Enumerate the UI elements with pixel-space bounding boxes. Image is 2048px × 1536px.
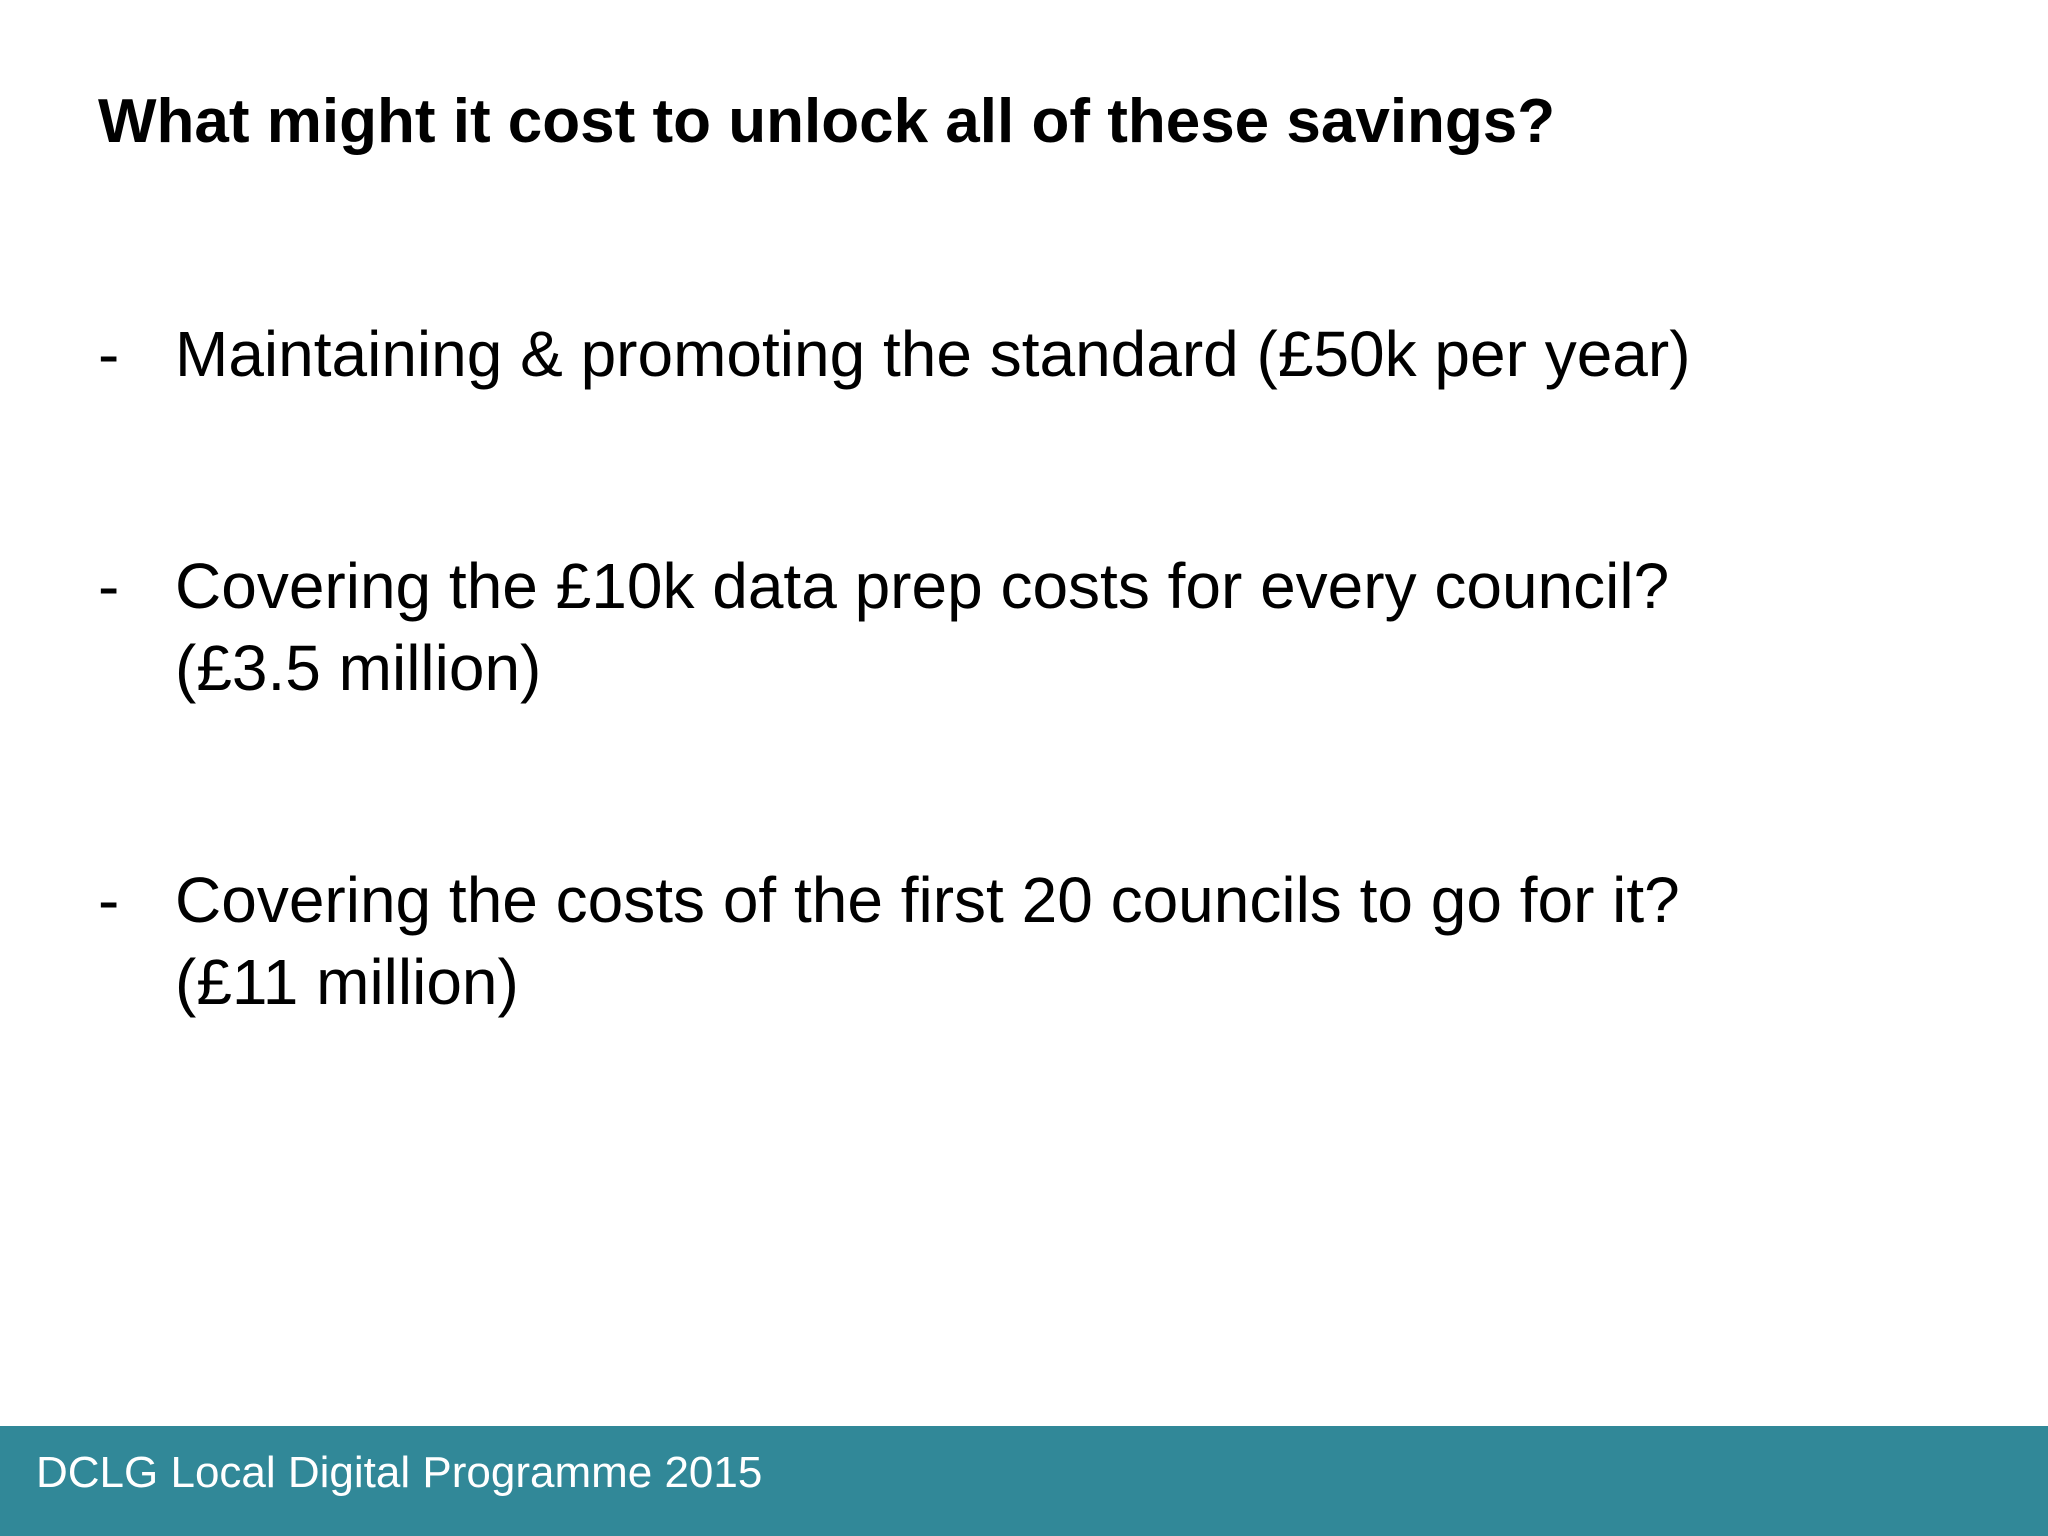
bullet-line: (£11 million) xyxy=(175,946,519,1018)
footer-text: DCLG Local Digital Programme 2015 xyxy=(36,1448,763,1497)
bullet-line: Covering the costs of the first 20 councils to go for it? xyxy=(175,864,1680,936)
bullet-text xyxy=(175,545,1935,709)
bullet-line: (£3.5 million) xyxy=(175,632,542,704)
bullet-dash: - xyxy=(98,864,120,936)
footer-bar xyxy=(0,1426,2048,1536)
bullet-dash: - xyxy=(98,550,120,622)
bullet-text xyxy=(175,313,1935,395)
bullet-dash: - xyxy=(98,318,120,390)
slide-title: What might it cost to unlock all of these savings? xyxy=(98,87,1556,156)
bullet-text xyxy=(175,859,1935,1023)
bullet-line: Covering the £10k data prep costs for every council? xyxy=(175,550,1670,622)
bullet-line: Maintaining & promoting the standard (£50k per year) xyxy=(175,318,1691,390)
